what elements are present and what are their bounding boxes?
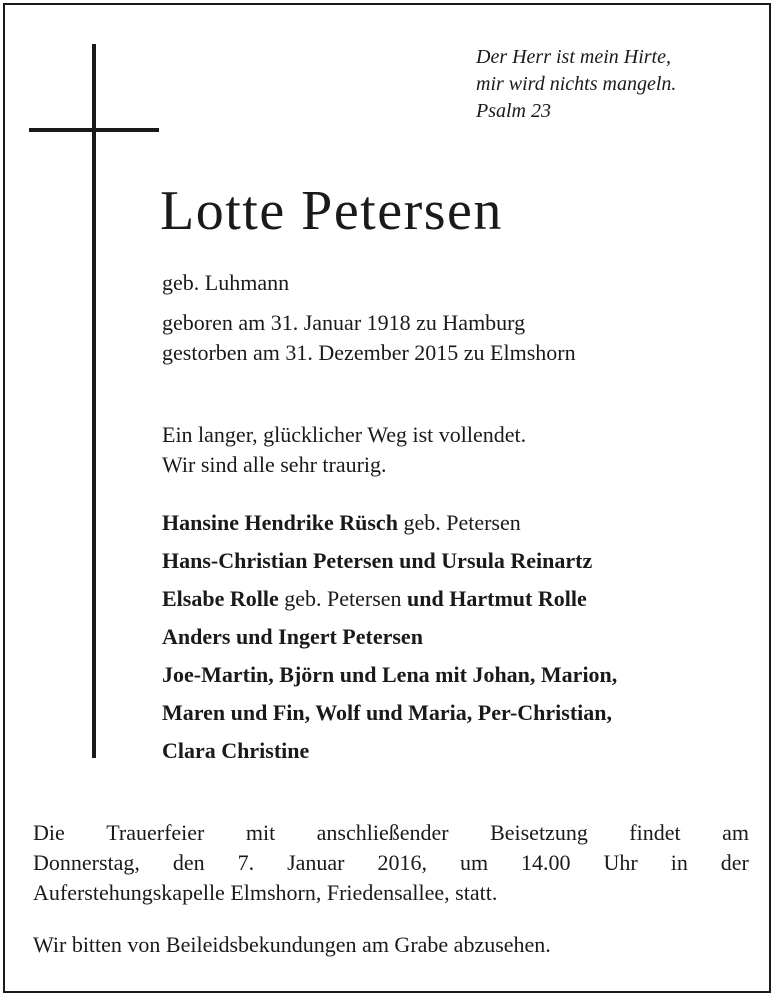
deceased-info bbox=[162, 268, 576, 368]
verse-line-1: Der Herr ist mein Hirte, bbox=[476, 46, 671, 68]
saying-line-1: Ein langer, glücklicher Weg ist vollendet. bbox=[162, 422, 527, 447]
ceremony-word: Beisetzung bbox=[490, 820, 588, 845]
mourner-line bbox=[162, 694, 617, 732]
bible-verse bbox=[476, 44, 676, 125]
mourner-line bbox=[162, 542, 617, 580]
mourner-name: Maren und Fin, Wolf und Maria, Per-Christian, bbox=[162, 700, 613, 725]
ceremony-details bbox=[33, 818, 749, 908]
ceremony-word: Die bbox=[33, 820, 65, 845]
birth-line: geboren am 31. Januar 1918 zu Hamburg bbox=[162, 310, 526, 335]
saying-line-2: Wir sind alle sehr traurig. bbox=[162, 452, 387, 477]
cross-vertical-bar bbox=[92, 44, 96, 758]
ceremony-word: der bbox=[720, 850, 749, 875]
ceremony-word: anschließender bbox=[316, 820, 449, 845]
mourner-name: Elsabe Rolle bbox=[162, 586, 279, 611]
ceremony-word: Januar bbox=[287, 850, 345, 875]
ceremony-word: 2016, bbox=[377, 850, 427, 875]
death-line: gestorben am 31. Dezember 2015 zu Elmshorn bbox=[162, 340, 576, 365]
ceremony-word: um bbox=[459, 850, 489, 875]
mourner-name: Hans-Christian Petersen und Ursula Reinartz bbox=[162, 548, 593, 573]
condolence-request: Wir bitten von Beileidsbekundungen am Grabe abzusehen. bbox=[33, 932, 551, 957]
ceremony-word: Uhr bbox=[603, 850, 638, 875]
cross-horizontal-bar bbox=[29, 128, 159, 132]
mourner-name: Joe-Martin, Björn und Lena mit Johan, Marion, bbox=[162, 662, 618, 687]
ceremony-word: Donnerstag, bbox=[33, 850, 140, 875]
ceremony-line-2 bbox=[33, 848, 749, 878]
mourner-line bbox=[162, 618, 617, 656]
ceremony-word: in bbox=[670, 850, 688, 875]
ceremony-line-1 bbox=[33, 818, 749, 848]
deceased-name: Lotte Petersen bbox=[160, 180, 503, 242]
ceremony-word: findet bbox=[629, 820, 681, 845]
maiden-name: geb. Luhmann bbox=[162, 270, 290, 295]
ceremony-word: Trauerfeier bbox=[106, 820, 205, 845]
ceremony-word: den bbox=[172, 850, 205, 875]
ceremony-word: 7. bbox=[237, 850, 255, 875]
mourner-name: Anders und Ingert Petersen bbox=[162, 624, 423, 649]
ceremony-word: 14.00 bbox=[521, 850, 571, 875]
mourner-line bbox=[162, 580, 617, 618]
ceremony-word: am bbox=[722, 820, 749, 845]
mourner-line bbox=[162, 732, 617, 770]
mourner-line bbox=[162, 656, 617, 694]
mourner-maiden: geb. Petersen bbox=[284, 586, 402, 611]
mourner-name: Hansine Hendrike Rüsch bbox=[162, 510, 398, 535]
ceremony-line-3: Auferstehungskapelle Elmshorn, Friedensallee, statt. bbox=[33, 880, 498, 905]
mourner-line bbox=[162, 504, 617, 542]
ceremony-word: mit bbox=[245, 820, 276, 845]
mourners-list bbox=[162, 504, 617, 770]
verse-source: Psalm 23 bbox=[476, 100, 551, 122]
memorial-saying bbox=[162, 420, 526, 480]
mourner-maiden: geb. Petersen bbox=[403, 510, 521, 535]
mourner-partner: und Hartmut Rolle bbox=[407, 586, 587, 611]
mourner-name: Clara Christine bbox=[162, 738, 310, 763]
verse-line-2: mir wird nichts mangeln. bbox=[476, 73, 677, 95]
